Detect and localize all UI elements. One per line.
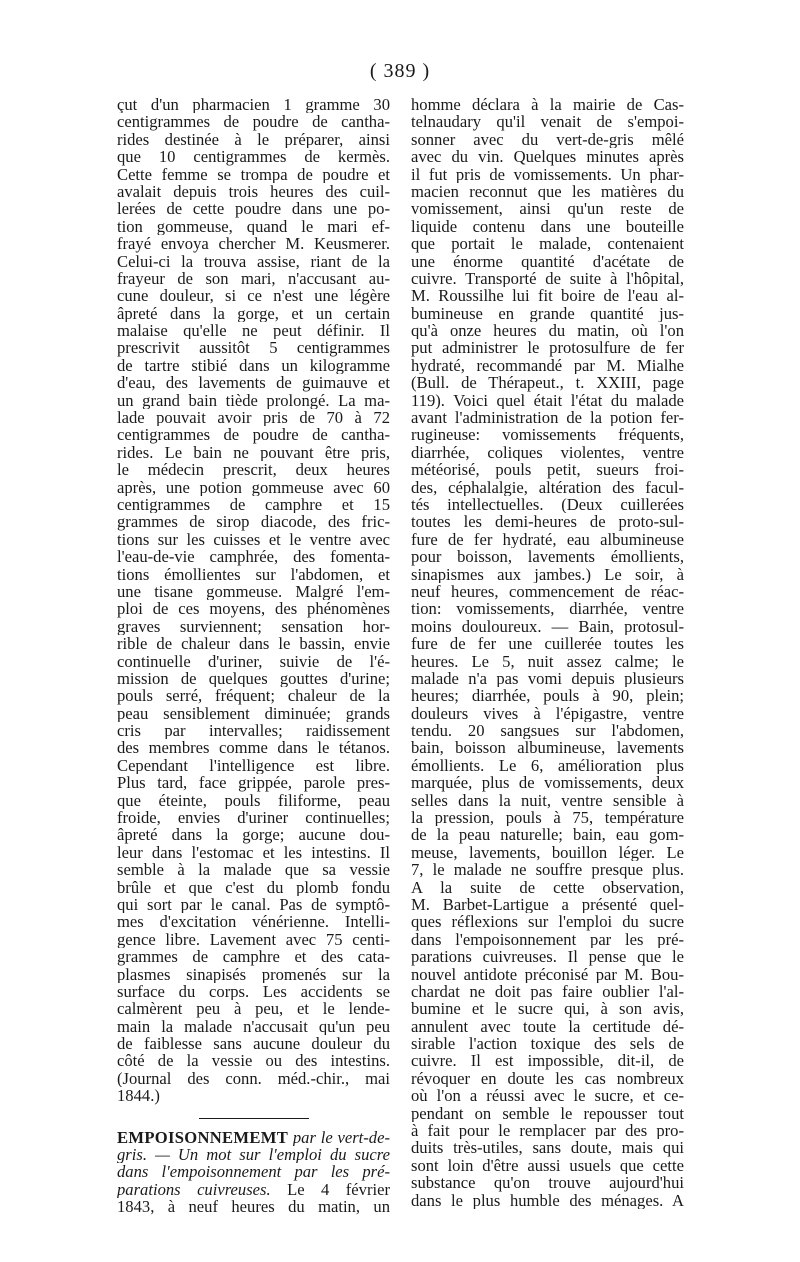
text-line: avec du vin. Quelques minutes après xyxy=(411,148,684,166)
text-line: la pression, pouls à 75, température xyxy=(411,809,684,827)
text-line: continuelle d'uriner, suivie de l'é- xyxy=(117,652,390,670)
text-line: put administrer le protosulfure de fer xyxy=(411,339,684,357)
text-line: heures; diarrhée, pouls à 90, plein; xyxy=(411,687,684,705)
text-line: peau sensiblement diminuée; grands xyxy=(117,704,390,723)
text-line: chardat ne doit pas faire oublier l'al- xyxy=(411,982,684,1001)
text-line: avant l'administration de la potion fer- xyxy=(411,409,684,427)
text-line: 119). Voici quel était l'état du malade xyxy=(411,391,684,410)
text-line: M. Roussilhe lui fit boire de l'eau al- xyxy=(411,287,684,305)
text-line: vomissement, ainsi qu'un reste de xyxy=(411,200,684,218)
text-line: (Bull. de Thérapeut., t. XXIII, page xyxy=(411,374,684,392)
text-line: duits très-utiles, sans doute, mais qui xyxy=(411,1139,684,1157)
section-title-text: gris. — Un mot sur l'emploi du sucre xyxy=(117,1146,390,1164)
text-line: nouvel antidote préconisé par M. Bou- xyxy=(411,965,684,983)
text-line: que portait le malade, contenaient xyxy=(411,235,684,253)
text-line: Plus tard, face grippée, parole pres- xyxy=(117,774,390,792)
section-heading xyxy=(117,1129,390,1146)
text-line: semble à la malade que sa vessie xyxy=(117,861,390,879)
text-line: fure de fer hydraté, eau albumineuse xyxy=(411,530,684,549)
text-line: ques réflexions sur l'emploi du sucre xyxy=(411,913,684,931)
section-title-text: parations cuivreuses. xyxy=(117,1180,271,1199)
text-line: frayeur de son mari, n'accusant au- xyxy=(117,269,390,288)
text-line: meuse, lavements, bouillon léger. Le xyxy=(411,843,684,862)
text-line: fure de fer une cuillerée toutes les xyxy=(411,635,684,653)
text-line: qui sort par le canal. Pas de symptô- xyxy=(117,895,390,914)
text-line: tions sur les cuisses et le ventre avec xyxy=(117,530,390,549)
text-line: graves surviennent; sensation hor- xyxy=(117,617,390,636)
text-line: rible de chaleur dans le bassin, envie xyxy=(117,635,390,653)
text-line: malaise qu'elle ne peut définir. Il xyxy=(117,322,390,340)
section-title-text: dans l'empoisonnement par les pré- xyxy=(117,1163,390,1181)
text-line: macien reconnut que les matières du xyxy=(411,182,684,201)
text-line: sonner avec du vert-de-gris mêlé xyxy=(411,130,684,149)
text-line: mes d'excitation vénérienne. Intelli- xyxy=(117,913,390,931)
text-line: le médecin prescrit, deux heures xyxy=(117,461,390,479)
text-line: un grand bain tiède prolongé. La ma- xyxy=(117,391,390,410)
text-line: liquide contenu dans une bouteille xyxy=(411,217,684,236)
text-line: l'eau-de-vie camphrée, des fomenta- xyxy=(117,548,390,566)
left-column xyxy=(117,96,390,1216)
text-line: de faiblesse sans aucune douleur du xyxy=(117,1035,390,1053)
text-line: Celui-ci la trouva assise, riant de la xyxy=(117,252,390,270)
text-line: des, céphalalgie, altération des facul- xyxy=(411,478,684,496)
text-line: pouls serré, fréquent; chaleur de la xyxy=(117,687,390,705)
text-line: révoquer en doute les cas nombreux xyxy=(411,1069,684,1088)
text-line: homme déclara à la mairie de Cas- xyxy=(411,96,684,114)
text-line: 1843, à neuf heures du matin, un xyxy=(117,1198,390,1216)
text-line: A la suite de cette observation, xyxy=(411,878,684,896)
text-line: annulent avec toute la certitude dé- xyxy=(411,1017,684,1036)
text-line: émollients. Le 6, amélioration plus xyxy=(411,756,684,775)
text-line: cris par intervalles; raidissement xyxy=(117,722,390,740)
text-line: âpreté dans la gorge, et un certain xyxy=(117,304,390,323)
text-line: Cependant l'intelligence est libre. xyxy=(117,756,390,775)
text-line: de la peau naturelle; bain, eau gom- xyxy=(411,826,684,844)
text-line: leur dans l'estomac et les intestins. Il xyxy=(117,843,390,862)
text-line: bumine et le sucre qui, à son avis, xyxy=(411,1000,684,1018)
text-line: rides. Le bain ne pouvant être pris, xyxy=(117,443,390,462)
text-line: des membres comme dans le tétanos. xyxy=(117,739,390,757)
text-line: cuivre. Transporté de suite à l'hôpital, xyxy=(411,269,684,288)
text-line: parations cuivreuses. Il pense que le xyxy=(411,948,684,966)
text-line: qu'à onze heures du matin, où l'on xyxy=(411,322,684,340)
text-line: côté de la vessie ou des intestins. xyxy=(117,1052,390,1070)
text-line: avalait depuis trois heures des cuil- xyxy=(117,182,390,201)
text-line: bumineuse en grande quantité jus- xyxy=(411,304,684,323)
section-divider xyxy=(199,1118,309,1119)
section-title-line xyxy=(117,1181,390,1198)
text-line: pendant on semble le repousser tout xyxy=(411,1104,684,1123)
text-line: à fait pour le remplacer par des pro- xyxy=(411,1122,684,1140)
text-line: sirable l'action toxique des sels de xyxy=(411,1035,684,1053)
text-line: selles dans la nuit, ventre sensible à xyxy=(411,791,684,810)
text-line: prescrivit aussitôt 5 centigrammes xyxy=(117,339,390,357)
text-line: çut d'un pharmacien 1 gramme 30 xyxy=(117,96,390,114)
right-column xyxy=(411,96,684,1209)
page-number: ( 389 ) xyxy=(369,60,431,82)
text-line: centigrammes de camphre et 15 xyxy=(117,495,390,514)
text-line: de tartre stibié dans un kilogramme xyxy=(117,356,390,375)
text-line: où l'on a réussi avec le sucre, et ce- xyxy=(411,1087,684,1105)
text-line: substance qu'on trouve aujourd'hui xyxy=(411,1174,684,1192)
text-line: brûle et que c'est du plomb fondu xyxy=(117,878,390,896)
text-line: plasmes sinapisés promenés sur la xyxy=(117,965,390,983)
text-line: centigrammes de poudre de cantha- xyxy=(117,113,390,131)
text-line: mission de quelques gouttes d'urine; xyxy=(117,669,390,688)
text-line: gence libre. Lavement avec 75 centi- xyxy=(117,930,390,949)
text-line: âpreté dans la gorge; aucune dou- xyxy=(117,826,390,844)
text-line: pour boisson, lavements émollients, xyxy=(411,548,684,566)
text-line: froide, envies d'uriner continuelles; xyxy=(117,809,390,827)
text-line: tion: vomissements, diarrhée, ventre xyxy=(411,600,684,618)
text-line: surface du corps. Les accidents se xyxy=(117,982,390,1001)
text-line: 1844.) xyxy=(117,1087,160,1105)
text-line: rides destinée à le préparer, ainsi xyxy=(117,130,390,149)
text-line: il fut pris de vomissements. Un phar- xyxy=(411,165,684,183)
text-line: ploi de ces moyens, des phénomènes xyxy=(117,600,390,618)
text-line: après, une potion gommeuse avec 60 xyxy=(117,478,390,496)
text-line: que 10 centigrammes de kermès. xyxy=(117,148,390,166)
text-line: météorisé, pouls petit, sueurs froi- xyxy=(411,461,684,479)
text-line: dans le plus humble des ménages. A xyxy=(411,1191,684,1209)
text-line: main la malade n'accusait qu'un peu xyxy=(117,1017,390,1036)
text-line: lerées de cette poudre dans une po- xyxy=(117,200,390,218)
text-line: M. Barbet-Lartigue a présenté quel- xyxy=(411,895,684,914)
text-line: cuivre. Il est impossible, dit-il, de xyxy=(411,1052,684,1070)
text-line: Cette femme se trompa de poudre et xyxy=(117,165,390,183)
text-line: moins douloureux. — Bain, protosul- xyxy=(411,617,684,636)
text-line: lade pouvait avoir pris de 70 à 72 xyxy=(117,409,390,427)
text-line: (Journal des conn. méd.-chir., mai xyxy=(117,1069,390,1088)
text-line: tion gommeuse, quand le mari ef- xyxy=(117,217,390,236)
text-line: grammes de camphre et des cata- xyxy=(117,948,390,966)
text-line: malade n'a pas vomi depuis plusieurs xyxy=(411,669,684,688)
text-line: d'eau, des lavements de guimauve et xyxy=(117,374,390,392)
text-line: tendu. 20 sangsues sur l'abdomen, xyxy=(411,722,684,740)
text-line: calmèrent peu à peu, et le lende- xyxy=(117,1000,390,1018)
section-title-line xyxy=(117,1146,390,1163)
text-line: hydraté, recommandé par M. Mialhe xyxy=(411,356,684,375)
text-line: marquée, plus de vomissements, deux xyxy=(411,774,684,792)
text-line: une énorme quantité d'acétate de xyxy=(411,252,684,270)
text-line: toutes les demi-heures de proto-sul- xyxy=(411,513,684,531)
text-line: dans l'empoisonnement par les pré- xyxy=(411,930,684,949)
text-line: heures. Le 5, nuit assez calme; le xyxy=(411,652,684,670)
text-line: que éteinte, pouls filiforme, peau xyxy=(117,791,390,810)
section-heading-rest: par le vert-de- xyxy=(288,1128,390,1147)
text-line: neuf heures, commencement de réac- xyxy=(411,582,684,601)
text-line: sont loin d'être aussi usuels que cette xyxy=(411,1156,684,1175)
text-line: douleurs vives à l'épigastre, ventre xyxy=(411,704,684,723)
text-line: diarrhée, coliques violentes, ventre xyxy=(411,443,684,462)
text-line: rugineuse: vomissements fréquents, xyxy=(411,426,684,444)
text-line: bain, boisson albumineuse, lavements xyxy=(411,739,684,757)
text-line: cune douleur, si ce n'est une légère xyxy=(117,287,390,305)
section-body-start: Le 4 février xyxy=(270,1180,390,1199)
text-line: frayé envoya chercher M. Keusmerer. xyxy=(117,235,390,253)
text-line: telnaudary qu'il venait de s'empoi- xyxy=(411,113,684,131)
text-line: centigrammes de poudre de cantha- xyxy=(117,426,390,444)
text-line: une tisane gommeuse. Malgré l'em- xyxy=(117,582,390,601)
section-title-line xyxy=(117,1163,390,1180)
text-line: tés intellectuelles. (Deux cuillerées xyxy=(411,495,684,514)
text-line: tions émollientes sur l'abdomen, et xyxy=(117,565,390,583)
section-heading-caps: EMPOISONNEMEMT xyxy=(117,1128,289,1147)
text-line: sinapismes aux jambes.) Le soir, à xyxy=(411,565,684,583)
text-line: 7, le malade ne souffre presque plus. xyxy=(411,861,684,879)
text-line: grammes de sirop diacode, des fric- xyxy=(117,513,390,531)
